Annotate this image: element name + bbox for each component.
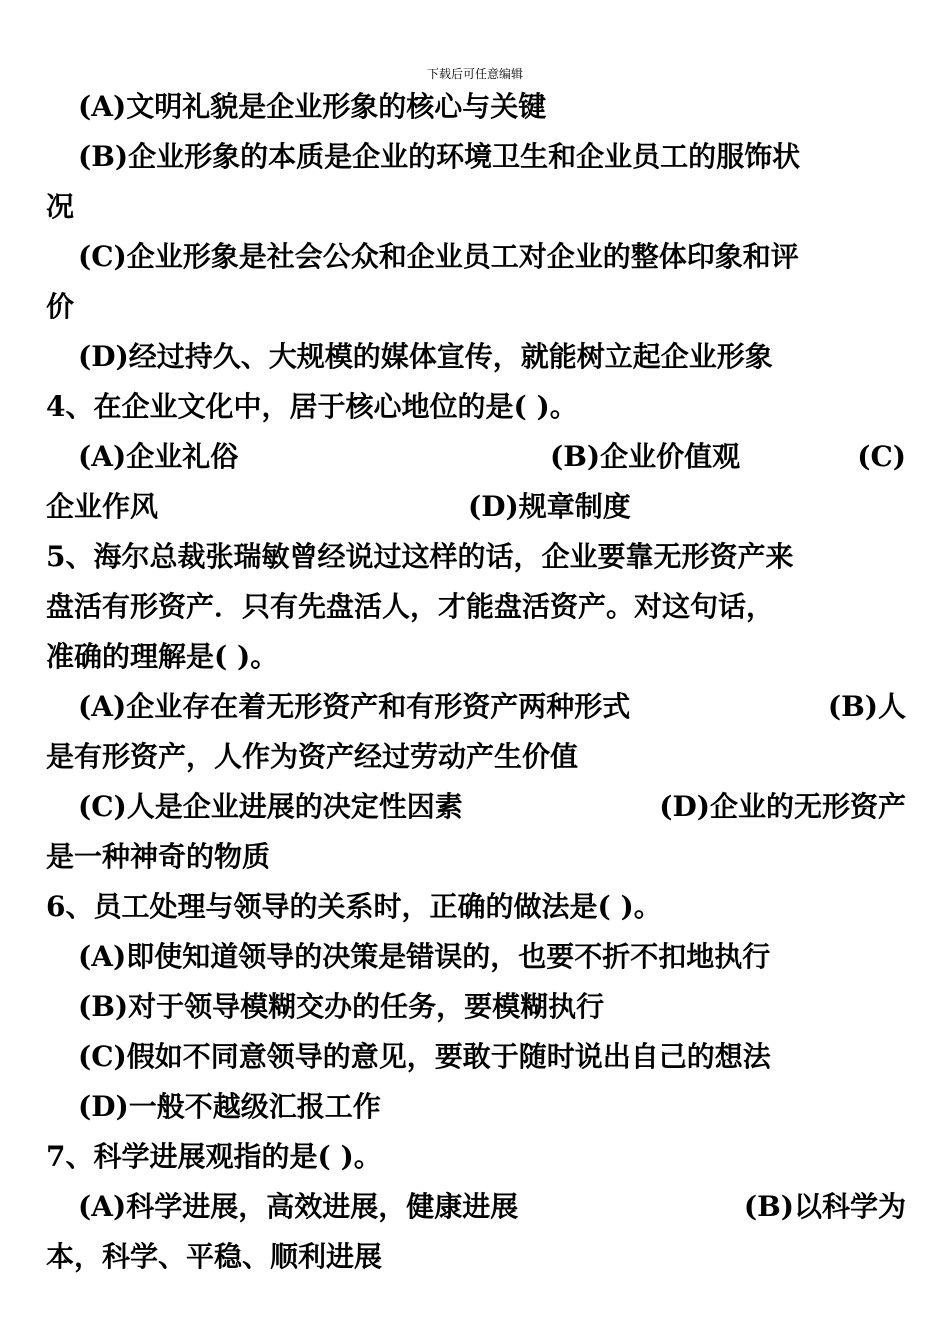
q7-option-b-continued: 本，科学、平稳、顺利进展: [46, 1240, 383, 1273]
q6-option-c: (C)假如不同意领导的意见，要敢于随时说出自己的想法: [78, 1040, 771, 1073]
q3-option-d: (D)经过持久、大规模的媒体宣传，就能树立起企业形象: [78, 340, 773, 373]
q5-options-row-3: [46, 782, 906, 832]
q5-option-a: (A)企业存在着无形资产和有形资产两种形式: [78, 690, 631, 723]
q4-stem: 4、在企业文化中，居于核心地位的是( )。: [46, 390, 578, 423]
q4-option-a: (A)企业礼俗: [78, 440, 239, 473]
q5-option-b: (B)人: [827, 690, 906, 723]
q5-option-b-continued: 是有形资产，人作为资产经过劳动产生价值: [46, 740, 579, 773]
q7-option-a: (A)科学进展，高效进展，健康进展: [78, 1190, 519, 1223]
q6-option-b: (B)对于领导模糊交办的任务，要模糊执行: [78, 990, 605, 1023]
question-text: [46, 82, 906, 1282]
q4-option-c: (C): [857, 440, 906, 473]
q5-stem-3: 准确的理解是( )。: [46, 640, 279, 673]
q5-stem-1: 5、海尔总裁张瑞敏曾经说过这样的话，企业要靠无形资产来: [46, 540, 794, 573]
q6-option-d: (D)一般不越级汇报工作: [78, 1090, 381, 1123]
page-header-note: 下载后可任意编辑: [426, 67, 523, 81]
q3-option-a: (A)文明礼貌是企业形象的核心与关键: [78, 90, 547, 123]
q7-stem: 7、科学进展观指的是( )。: [46, 1140, 382, 1173]
q6-option-a: (A)即使知道领导的决策是错误的，也要不折不扣地执行: [78, 940, 771, 973]
q5-option-c: (C)人是企业进展的决定性因素: [78, 790, 463, 823]
q7-options-row-1: [46, 1182, 906, 1232]
q3-option-c-continued: 价: [46, 290, 75, 323]
q7-option-b: (B)以科学为: [743, 1190, 906, 1223]
q4-option-b: (B)企业价值观: [550, 440, 741, 473]
q3-option-c: (C)企业形象是社会公众和企业员工对企业的整体印象和评: [78, 240, 799, 273]
q3-option-b-continued: 况: [46, 190, 75, 223]
q4-options-row-2: [46, 482, 906, 532]
q4-option-c-continued: 企业作风: [46, 490, 159, 523]
q5-stem-2: 盘活有形资产．只有先盘活人，才能盘活资产。对这句话，: [46, 590, 775, 623]
q6-stem: 6、员工处理与领导的关系时，正确的做法是( )。: [46, 890, 662, 923]
q5-option-d-continued: 是一种神奇的物质: [46, 840, 271, 873]
q5-options-row-1: [46, 682, 906, 732]
q4-option-d: (D)规章制度: [468, 490, 631, 523]
q3-option-b: (B)企业形象的本质是企业的环境卫生和企业员工的服饰状: [78, 140, 801, 173]
q4-options-row-1: [46, 432, 906, 482]
q5-option-d: (D)企业的无形资产: [659, 790, 906, 823]
